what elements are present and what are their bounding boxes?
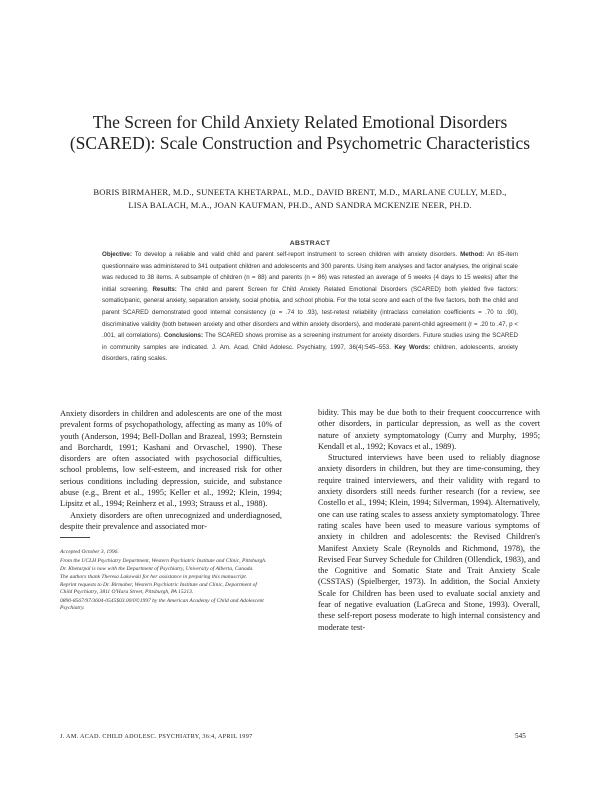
abstract-body <box>102 249 518 365</box>
footnote-reprints: Reprint requests to Dr. Birmaher, Western Psychiatric Institute and Clinic, Department of Child Psychiatry, 3811 O'Hara Street, Pittsburgh, PA 15213. <box>60 582 257 596</box>
footnotes <box>60 549 270 613</box>
keywords-text: children, adolescents, anxiety disorders, rating scales. <box>102 343 518 363</box>
method-text: An 85-item questionnaire was administered to 341 outpatient children and adolescents and 300 parents. Using item analyses and factor analyses, the original scale was reduced to 38 items. A subsample of children (n = 88) and parents (n = 86) was retested an average of 5 weeks (4 days to 15 weeks) after the initial screening. <box>102 251 518 293</box>
method-label: Method: <box>460 251 485 258</box>
body-column-left <box>60 408 282 532</box>
objective-text: To develop a reliable and valid child and parent self-report instrument to screen children with anxiety disorders. <box>134 251 458 258</box>
authors-line-2: LISA BALACH, M.A., JOAN KAUFMAN, PH.D., AND SANDRA MCKENZIE NEER, PH.D. <box>128 199 472 210</box>
footnote-copyright: 0890-8567/97/3604-0545$03.00/0©1997 by the American Academy of Child and Adolescent Psychiatry. <box>60 597 264 612</box>
author-list <box>60 186 540 211</box>
results-text: The child and parent Screen for Child Anxiety Related Emotional Disorders (SCARED) both yielded five factors: somatic/panic, general anxiety, separation anxiety, social phobia, and school phobia. For the total score and each of the five factors, both the child and parent SCARED demonstrated good internal consistency (α = .74 to .93), test-retest reliability (intraclass correlation coefficients = .70 to .90), discriminative validity (both between anxiety and other disorders and within anxiety disorders), and moderate parent-child agreement (r = .20 to .47, p < .001, all correlations). <box>102 285 518 340</box>
footnote-thanks: The authors thank Theresa Lakowski for her assistance in preparing this manuscript. <box>60 573 248 580</box>
abstract-citation: J. Am. Acad. Child Adolesc. Psychiatry, 1997, 36(4):545–553. <box>211 343 391 351</box>
conclusions-text: The SCARED shows promise as a screening instrument for anxiety disorders. Future studies using the SCARED in community samples are indicated. <box>102 332 518 351</box>
keywords-label: Key Words: <box>394 343 431 351</box>
authors-line-1: BORIS BIRMAHER, M.D., SUNEETA KHETARPAL, M.D., DAVID BRENT, M.D., MARLANE CULLY, M.ED., <box>93 187 507 197</box>
body-paragraph: Anxiety disorders in children and adolescents are one of the most prevalent forms of psychopathology, affecting as many as 10% of youth (Anderson, 1994; Bell-Dollan and Brazeal, 1993; Bernstein and Borchardt, 1991; Kashani and Orvaschel, 1990). These disorders are often associated with psychosocial difficulties, school problems, low self-esteem, and increased risk for other serious conditions including depression, suicide, and substance abuse (e.g., Brent et al., 1995; Keller et al., 1992; Klein, 1994; Lipsitz et al., 1994; Reinherz et al., 1993; Strauss et al., 1988). <box>60 409 282 509</box>
abstract <box>102 239 518 365</box>
article-title: The Screen for Child Anxiety Related Emotional Disorders (SCARED): Scale Construction and Psychometric Characteristics <box>69 112 531 153</box>
results-label: Results: <box>152 285 177 293</box>
abstract-heading: ABSTRACT <box>289 240 331 247</box>
running-footer: J. AM. ACAD. CHILD ADOLESC. PSYCHIATRY, 36:4, APRIL 1997 <box>60 733 253 740</box>
footnote-divider <box>60 537 90 538</box>
conclusions-label: Conclusions: <box>163 332 204 340</box>
body-paragraph: Structured interviews have been used to reliably diagnose anxiety disorders in children, but they are time-consuming, they require trained interviewers, and their validity with regard to anxiety disorders still needs further research (for a review, see Costello et al., 1994; Klein, 1994; Silverman, 1994). Alternatively, one can use rating scales to assess anxiety symptomatology. Three rating scales have been used to measure various symptoms of anxiety in children and adolescents: the Revised Children's Manifest Anxiety Scale (Reynolds and Richmond, 1978), the Revised Fear Survey Schedule for Children (Ollendick, 1983), and the Cognitive and Somatic State and Trait Anxiety Scale (CSSTAS) (Spielberger, 1973). In addition, the Social Anxiety Scale for Children has been used to evaluate social anxiety and fear of negative evaluation (LaGreca and Stone, 1993). Overall, these self-report posess moderate to high internal consistency and moderate test- <box>318 453 540 632</box>
body-paragraph: Anxiety disorders are often unrecognized and underdiagnosed, despite their prevalence and associated mor- <box>60 510 282 531</box>
footnote-accepted: Accepted October 3, 1996. <box>60 549 119 555</box>
body-column-right <box>318 407 540 633</box>
footnote-affiliation: From the UCLH Psychiatry Department, Western Psychiatric Institute and Clinic, Pittsburgh. Dr. Khetarpal is now with the Department of Psychiatry, University of Alberta, Canada. <box>60 558 267 572</box>
page-number: 545 <box>515 732 526 740</box>
objective-label: Objective: <box>102 251 132 258</box>
body-paragraph: bidity. This may be due both to their frequent cooccurrence with other disorders, in particular depression, as well as the covert nature of anxiety symptomatology (Curry and Murphy, 1995; Kendall et al., 1992; Kovacs et al., 1989). <box>318 408 540 451</box>
